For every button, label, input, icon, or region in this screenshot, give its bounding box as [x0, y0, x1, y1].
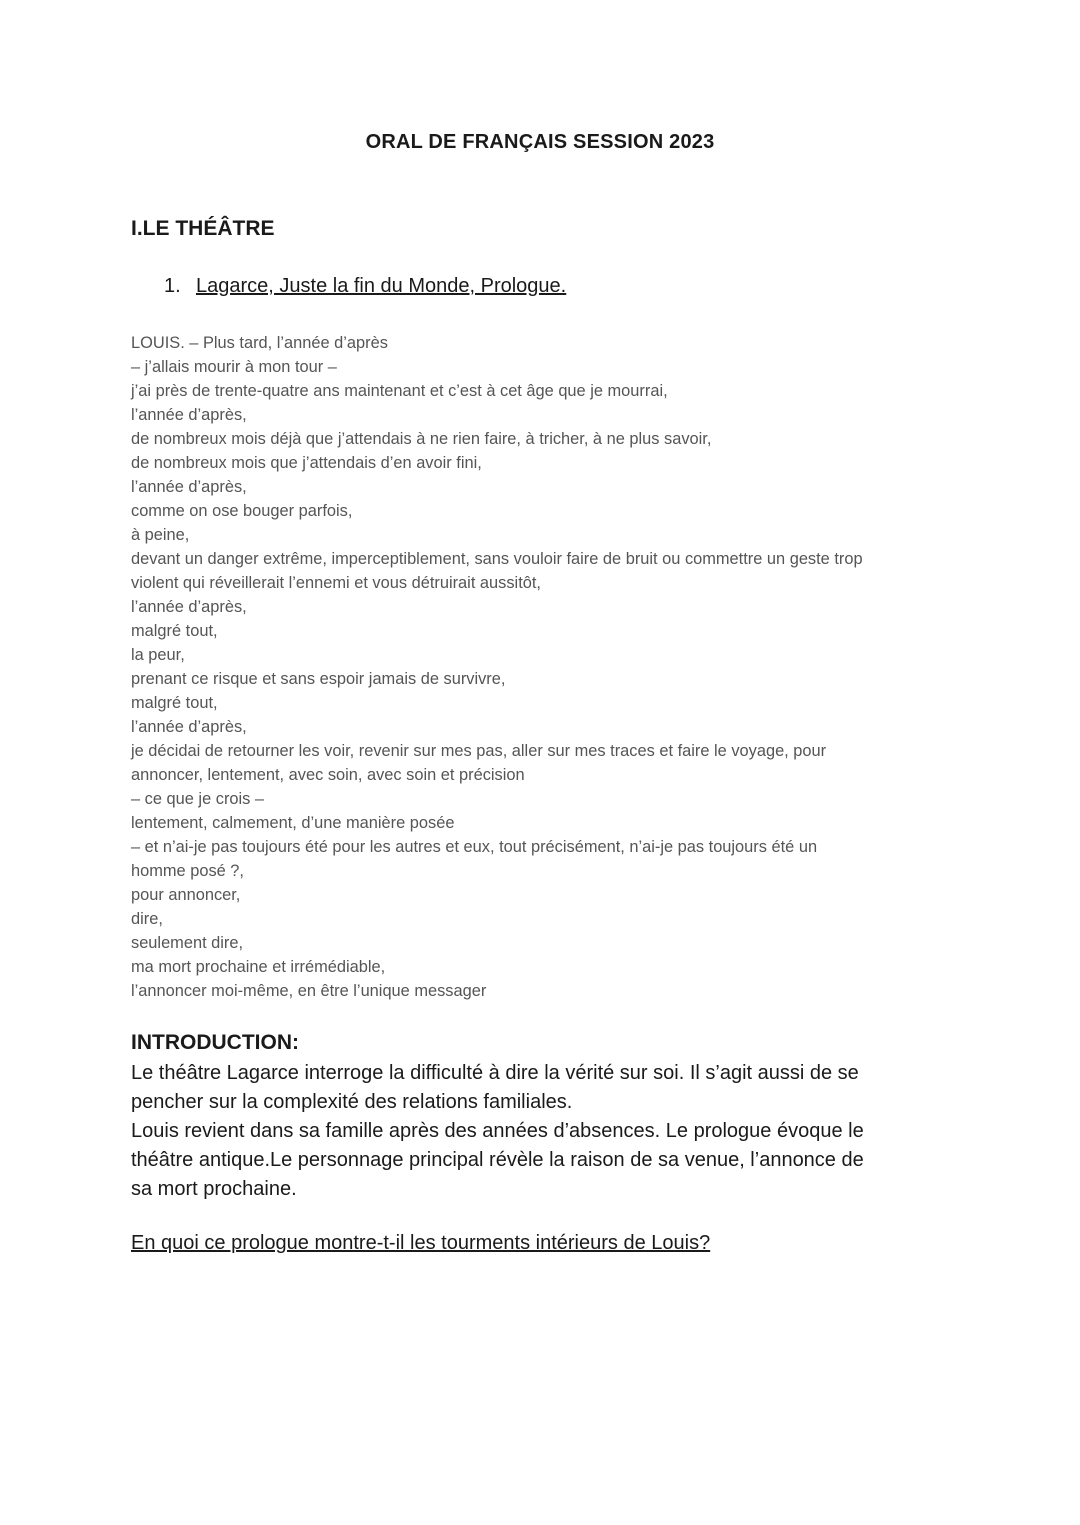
excerpt-line: LOUIS. – Plus tard, l’année d’après	[131, 334, 388, 352]
excerpt-line: – j’allais mourir à mon tour –	[131, 358, 337, 376]
subsection-number: 1.	[164, 275, 181, 297]
excerpt-line: – ce que je crois –	[131, 790, 265, 808]
excerpt-line: violent qui réveillerait l’ennemi et vous détruirait aussitôt,	[131, 574, 541, 592]
introduction-line: théâtre antique.Le personnage principal révèle la raison de sa venue, l’annonce de	[131, 1149, 864, 1171]
excerpt-line: homme posé ?,	[131, 862, 244, 880]
introduction-line: sa mort prochaine.	[131, 1178, 297, 1200]
introduction-line: pencher sur la complexité des relations familiales.	[131, 1091, 573, 1113]
excerpt-line: malgré tout,	[131, 622, 218, 640]
excerpt-line: – et n’ai-je pas toujours été pour les autres et eux, tout précisément, n’ai-je pas toujours été un	[131, 838, 818, 856]
excerpt-line: comme on ose bouger parfois,	[131, 502, 353, 520]
excerpt-line: l’année d’après,	[131, 718, 247, 736]
introduction-line: Le théâtre Lagarce interroge la difficulté à dire la vérité sur soi. Il s’agit aussi de se	[131, 1062, 859, 1084]
excerpt-line: de nombreux mois déjà que j’attendais à ne rien faire, à tricher, à ne plus savoir,	[131, 430, 712, 448]
excerpt-line: seulement dire,	[131, 934, 244, 952]
subsection-title: Lagarce, Juste la fin du Monde, Prologue.	[196, 275, 567, 297]
excerpt-line: annoncer, lentement, avec soin, avec soin et précision	[131, 766, 525, 784]
excerpt-line: pour annoncer,	[131, 886, 241, 904]
introduction-heading: INTRODUCTION:	[131, 1031, 299, 1054]
section-heading: I.LE THÉÂTRE	[131, 217, 275, 240]
excerpt-line: lentement, calmement, d’une manière posée	[131, 814, 455, 832]
excerpt-line: l’année d’après,	[131, 406, 247, 424]
excerpt-line: ma mort prochaine et irrémédiable,	[131, 958, 386, 976]
excerpt-line: la peur,	[131, 646, 185, 664]
excerpt-line: de nombreux mois que j’attendais d’en avoir fini,	[131, 454, 482, 472]
introduction-line: Louis revient dans sa famille après des années d’absences. Le prologue évoque le	[131, 1120, 864, 1142]
excerpt-line: l’année d’après,	[131, 478, 247, 496]
excerpt-line: prenant ce risque et sans espoir jamais de survivre,	[131, 670, 506, 688]
excerpt-line: malgré tout,	[131, 694, 218, 712]
excerpt-line: j’ai près de trente-quatre ans maintenant et c’est à cet âge que je mourrai,	[131, 382, 668, 400]
subsection-heading	[164, 275, 566, 298]
excerpt-text	[131, 331, 951, 1003]
excerpt-line: à peine,	[131, 526, 190, 544]
excerpt-line: je décidai de retourner les voir, revenir sur mes pas, aller sur mes traces et faire le voyage, pour	[131, 742, 827, 760]
document-title: ORAL DE FRANÇAIS SESSION 2023	[365, 131, 715, 153]
excerpt-line: devant un danger extrême, imperceptiblement, sans vouloir faire de bruit ou commettre un geste trop	[131, 550, 863, 568]
excerpt-line: l’année d’après,	[131, 598, 247, 616]
excerpt-line: dire,	[131, 910, 163, 928]
excerpt-line: l’annoncer moi-même, en être l’unique messager	[131, 982, 487, 1000]
introduction-body	[131, 1059, 951, 1204]
problematic-question: En quoi ce prologue montre-t-il les tourments intérieurs de Louis?	[131, 1232, 711, 1254]
